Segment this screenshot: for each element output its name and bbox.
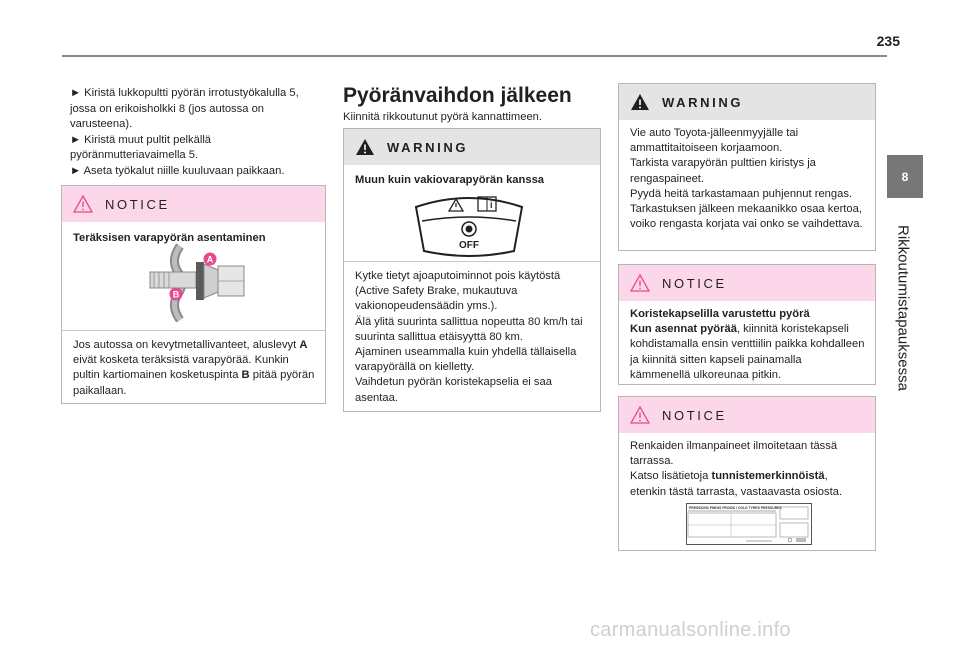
warning-header <box>619 84 875 120</box>
callout-a: A <box>206 254 214 265</box>
tyre-label-heading: PRESSIONS PNEUS FROIDS / COLD TYRES PRESSURES <box>689 506 782 510</box>
notice-text: Koristekapselilla varustettu pyörä Kun asennat pyörää, kiinnitä koristekapseli kohdistamalla ensin venttiilin paikka kohdalleen ja kiinnitä sitten kapseli painamalla kämmenellä ulkoreunaa pitkin. <box>630 308 865 381</box>
notice-box-steel-spare <box>61 185 326 404</box>
svg-text:i: i <box>490 200 493 210</box>
notice-label: NOTICE <box>662 407 727 423</box>
watermark: carmanualsonline.info <box>590 619 791 641</box>
warning-header <box>344 129 600 165</box>
warning-label: WARNING <box>662 94 744 110</box>
section-heading: Pyöränvaihdon jälkeen <box>343 84 572 107</box>
warning-box-non-standard-spare <box>343 128 601 412</box>
off-label: OFF <box>459 240 479 251</box>
warning-divider <box>344 261 600 262</box>
notice-text: Renkaiden ilmanpaineet ilmoitetaan tässä tarrassa. Katso lisätietoja tunnistemerkinnöistä, etenkin tästä tarrasta, vastaavasta osiosta. <box>630 440 843 498</box>
warning-box-inspection <box>618 83 876 251</box>
wheel-bolt-illustration <box>142 242 252 322</box>
page-number: 235 <box>876 33 900 49</box>
callout-b: B <box>172 289 180 300</box>
warning-triangle-icon <box>355 138 375 156</box>
notice-header <box>62 186 325 222</box>
instruction-item: ► Kiristä muut pultit pelkällä pyöränmutteriavaimella 5. <box>70 133 212 162</box>
active-safety-brake-button-illustration <box>410 191 528 257</box>
header-divider <box>62 55 887 57</box>
chapter-title-text: Rikkoutumistapauksessa <box>894 224 912 391</box>
section-intro: Kiinnitä rikkoutunut pyörä kannattimeen. <box>343 111 543 123</box>
warning-text: Kytke tietyt ajoaputoiminnot pois käytöstä (Active Safety Brake, mukautuva vakionopeudensäädin yms.). Älä ylitä suurinta sallittua nopeutta 80 km/h tai suurinta sallittua etäisyyttä 80 km. Ajaminen useammalla kuin yhdellä tällaisella varapyörällä on kielletty. Vaihdetun pyörän koristekapselia ei saa asentaa. <box>355 270 583 404</box>
caution-triangle-icon <box>630 406 650 424</box>
notice-box-tyre-pressure <box>618 396 876 551</box>
notice-label: NOTICE <box>662 275 727 291</box>
caution-triangle-icon <box>73 195 93 213</box>
notice-divider <box>62 330 325 331</box>
warning-label: WARNING <box>387 139 469 155</box>
notice-label: NOTICE <box>105 196 170 212</box>
instruction-item: ► Aseta työkalut niille kuuluvaan paikkaan. <box>70 164 285 177</box>
warning-title: Muun kuin vakiovarapyörän kanssa <box>355 174 545 186</box>
instruction-list <box>70 86 326 180</box>
instruction-item: ► Kiristä lukkopultti pyörän irrotustyökalulla 5, jossa on erikoisholkki 8 (jos autossa on varusteena). <box>70 87 299 131</box>
notice-box-hubcap <box>618 264 876 385</box>
notice-text: Jos autossa on kevytmetallivanteet, aluslevyt A eivät kosketa teräksistä varapyörää. Kunkin pultin kartiomainen kosketuspinta B pitää pyörän paikallaan. <box>73 339 315 397</box>
notice-header <box>619 397 875 433</box>
chapter-title <box>880 215 926 400</box>
chapter-tab[interactable]: 8 <box>887 155 923 198</box>
notice-header <box>619 265 875 301</box>
caution-triangle-icon <box>630 274 650 292</box>
warning-triangle-icon <box>630 93 650 111</box>
tyre-pressure-label-illustration <box>686 503 812 545</box>
notice-title: Teräksisen varapyörän asentaminen <box>73 232 266 244</box>
warning-text: Vie auto Toyota-jälleenmyyjälle tai ammattitaitoiseen korjaamoon. Tarkista varapyörän pulttien kiristys ja rengaspaineet. Pyydä heitä tarkastamaan puhjennut rengas. Tarkastuksen jälkeen mekaanikko osaa kertoa, voiko rengasta korjata vai onko se vaihdettava. <box>630 127 863 231</box>
